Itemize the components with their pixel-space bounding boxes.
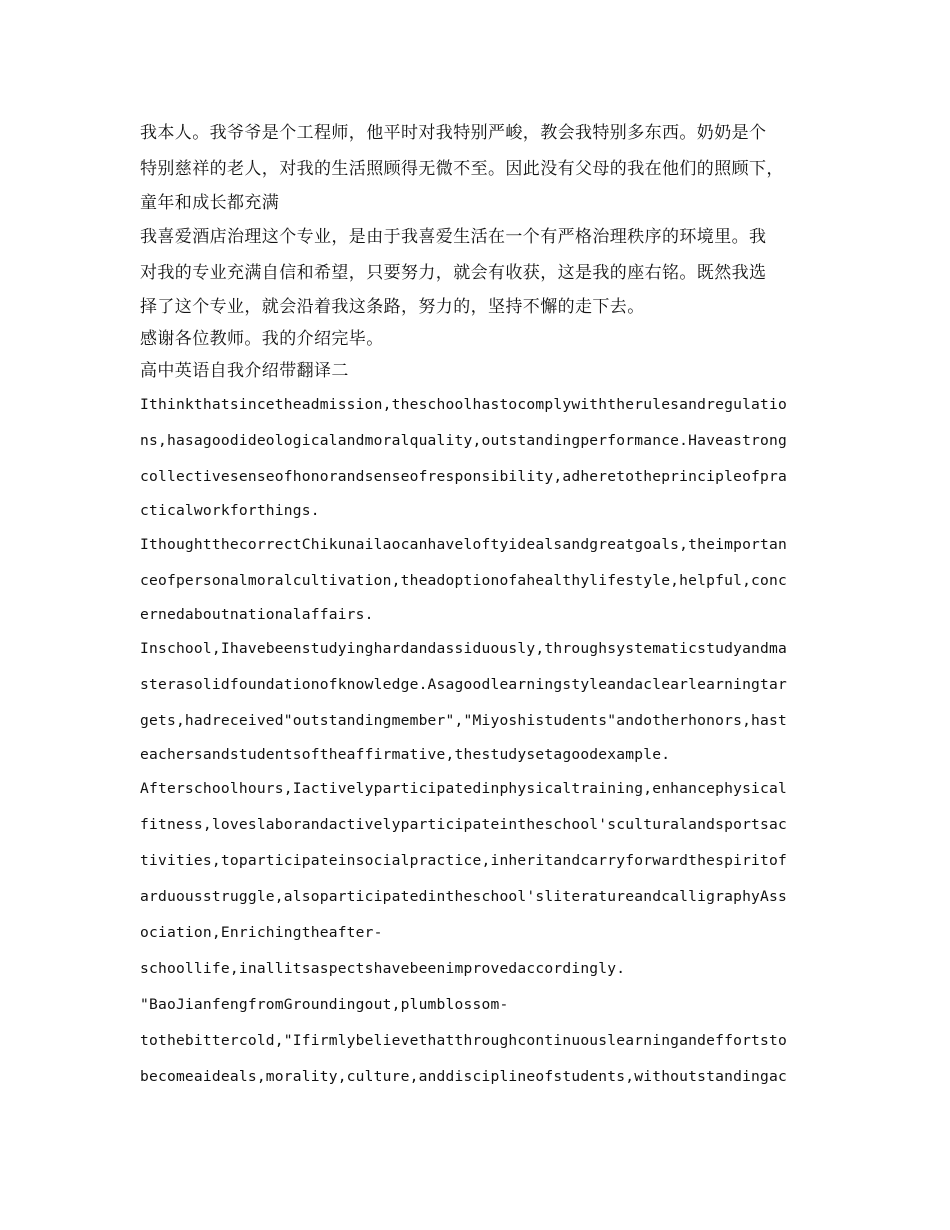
paragraph-line: 对我的专业充满自信和希望，只要努力，就会有收获，这是我的座右铭。既然我选 <box>140 263 767 283</box>
paragraph-line: 特别慈祥的老人，对我的生活照顾得无微不至。因此没有父母的我在他们的照顾下， <box>140 159 784 179</box>
paragraph-line: eachersandstudentsoftheaffirmative,thestudysetagoodexample. <box>140 746 671 763</box>
paragraph-line: schoollife,inallitsaspectshavebeenimprovedaccordingly. <box>140 960 626 977</box>
paragraph-line: ns,hasagoodideologicalandmoralquality,outstandingperformance.Haveastrong <box>140 432 788 449</box>
paragraph-line: 童年和成长都充满 <box>140 193 280 213</box>
section-heading: 高中英语自我介绍带翻译二 <box>140 361 349 381</box>
paragraph-line: 感谢各位教师。我的介绍完毕。 <box>140 329 384 349</box>
paragraph-line: IthoughtthecorrectChikunailaocanhaveloftyidealsandgreatgoals,theimportan <box>140 536 788 553</box>
paragraph-line: ceofpersonalmoralcultivation,theadoptionofahealthylifestyle,helpful,conc <box>140 572 788 589</box>
document-body <box>140 115 820 1095</box>
paragraph-line: Inschool,Ihavebeenstudyinghardandassiduously,throughsystematicstudyandma <box>140 640 788 657</box>
paragraph-line: gets,hadreceived"outstandingmember","Miyoshistudents"andotherhonors,hast <box>140 712 788 729</box>
paragraph-line: 择了这个专业，就会沿着我这条路，努力的，坚持不懈的走下去。 <box>140 297 645 317</box>
paragraph-line: 我喜爱酒店治理这个专业，是由于我喜爱生活在一个有严格治理秩序的环境里。我 <box>140 227 767 247</box>
paragraph-line: tivities,toparticipateinsocialpractice,inheritandcarryforwardthespiritof <box>140 852 788 869</box>
paragraph-line: ociation,Enrichingtheafter- <box>140 924 383 941</box>
paragraph-line: Afterschoolhours,Iactivelyparticipatedinphysicaltraining,enhancephysical <box>140 780 788 797</box>
paragraph-line: sterasolidfoundationofknowledge.Asagoodlearningstyleandaclearlearningtar <box>140 676 788 693</box>
paragraph-line: collectivesenseofhonorandsenseofresponsibility,adheretotheprincipleofpra <box>140 468 788 485</box>
paragraph-line: tothebittercold,"Ifirmlybelievethatthroughcontinuouslearningandeffortsto <box>140 1032 788 1049</box>
paragraph-line: 我本人。我爷爷是个工程师，他平时对我特别严峻，教会我特别多东西。奶奶是个 <box>140 123 767 143</box>
paragraph-line: ernedaboutnationalaffairs. <box>140 606 374 623</box>
paragraph-line: "BaoJianfengfromGroundingout,plumblossom- <box>140 996 509 1013</box>
paragraph-line: cticalworkforthings. <box>140 502 320 519</box>
paragraph-line: Ithinkthatsincetheadmission,theschoolhastocomplywiththerulesandregulatio <box>140 396 788 413</box>
paragraph-line: arduousstruggle,alsoparticipatedintheschool'sliteratureandcalligraphyAss <box>140 888 788 905</box>
paragraph-line: becomeaideals,morality,culture,anddisciplineofstudents,withoutstandingac <box>140 1068 788 1085</box>
paragraph-line: fitness,loveslaborandactivelyparticipateintheschool'sculturalandsportsac <box>140 816 788 833</box>
